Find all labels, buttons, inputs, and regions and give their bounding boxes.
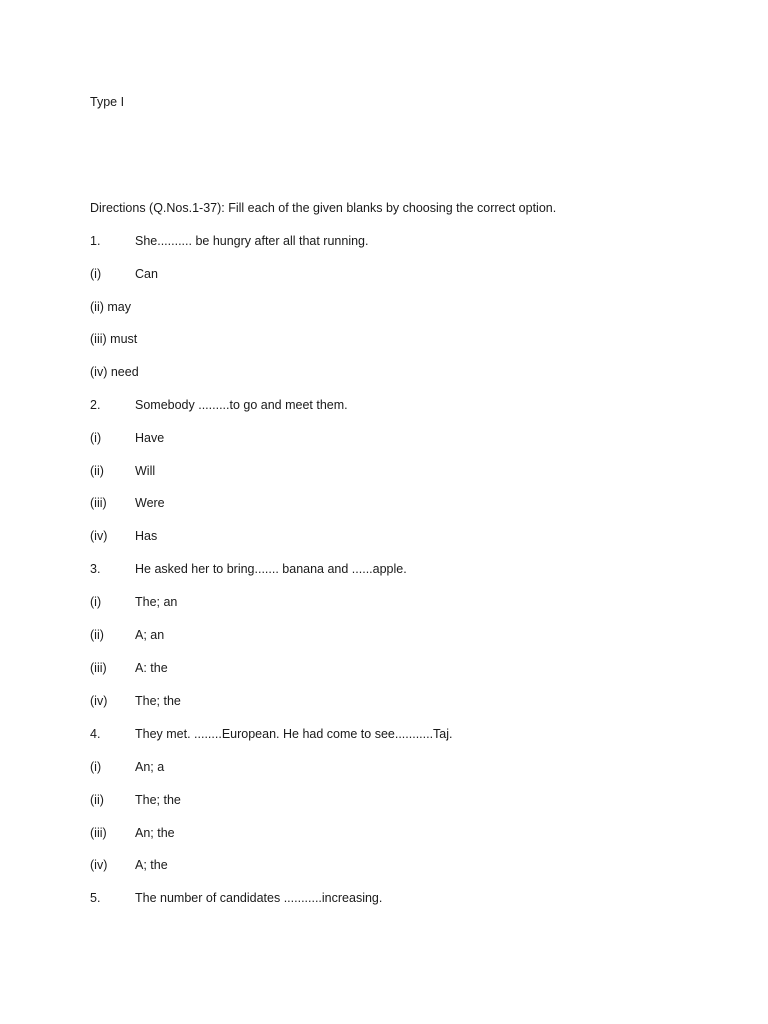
question-number: 3. [90,562,101,576]
option-q1-iv [90,363,139,381]
option-text: may [107,300,131,314]
question-number: 1. [90,234,101,248]
option-q1-iii [90,330,137,348]
question-3 [90,560,407,578]
directions-text: Directions (Q.Nos.1-37): Fill each of the given blanks by choosing the correct option. [90,201,557,215]
question-1 [90,232,368,250]
question-number: 4. [90,727,101,741]
option-label: (iii) [90,496,107,510]
question-text: They met. ........European. He had come to see...........Taj. [135,727,453,741]
option-label: (i) [90,595,102,609]
option-q3-i [90,593,177,611]
option-label: (iv) [90,694,108,708]
option-q4-ii [90,791,181,809]
question-text: He asked her to bring....... banana and ......apple. [135,562,407,576]
option-text: The; an [135,595,178,609]
option-label: (iv) [90,529,108,543]
option-label: (ii) [90,628,104,642]
option-text: The; the [135,793,181,807]
option-q2-iv [90,527,157,545]
question-number: 5. [90,891,101,905]
option-label: (i) [90,760,102,774]
option-label: (iv) [90,858,108,872]
page-heading: Type I [90,95,125,109]
option-label: (i) [90,267,102,281]
option-q4-i [90,758,164,776]
question-2 [90,396,348,414]
option-q4-iv [90,856,168,874]
question-5 [90,889,382,907]
option-label: (iii) [90,661,107,675]
option-q2-i [90,429,164,447]
option-text: Has [135,529,158,543]
option-q3-iv [90,692,181,710]
option-text: Have [135,431,165,445]
option-text: A: the [135,661,168,675]
option-label: (i) [90,431,102,445]
option-q1-i [90,265,158,283]
option-q4-iii [90,824,175,842]
option-text: An; the [135,826,175,840]
option-label: (iii) [90,826,107,840]
option-text: need [110,365,139,379]
option-text: A; the [135,858,168,872]
option-text: must [110,332,138,346]
option-text: A; an [135,628,165,642]
option-q2-ii [90,462,155,480]
option-q1-ii [90,298,131,316]
question-number: 2. [90,398,101,412]
option-q3-iii [90,659,168,677]
option-label: (iii) [90,332,107,346]
option-text: Will [135,464,156,478]
question-4 [90,725,453,743]
option-text: Were [135,496,165,510]
option-label: (ii) [90,793,104,807]
option-text: The; the [135,694,181,708]
option-label: (ii) [90,464,104,478]
question-text: She.......... be hungry after all that running. [135,234,369,248]
option-text: An; a [135,760,165,774]
option-text: Can [135,267,158,281]
question-text: The number of candidates ...........increasing. [135,891,383,905]
option-q3-ii [90,626,164,644]
option-label: (iv) [90,365,108,379]
option-label: (ii) [90,300,104,314]
option-q2-iii [90,494,165,512]
question-text: Somebody .........to go and meet them. [135,398,348,412]
